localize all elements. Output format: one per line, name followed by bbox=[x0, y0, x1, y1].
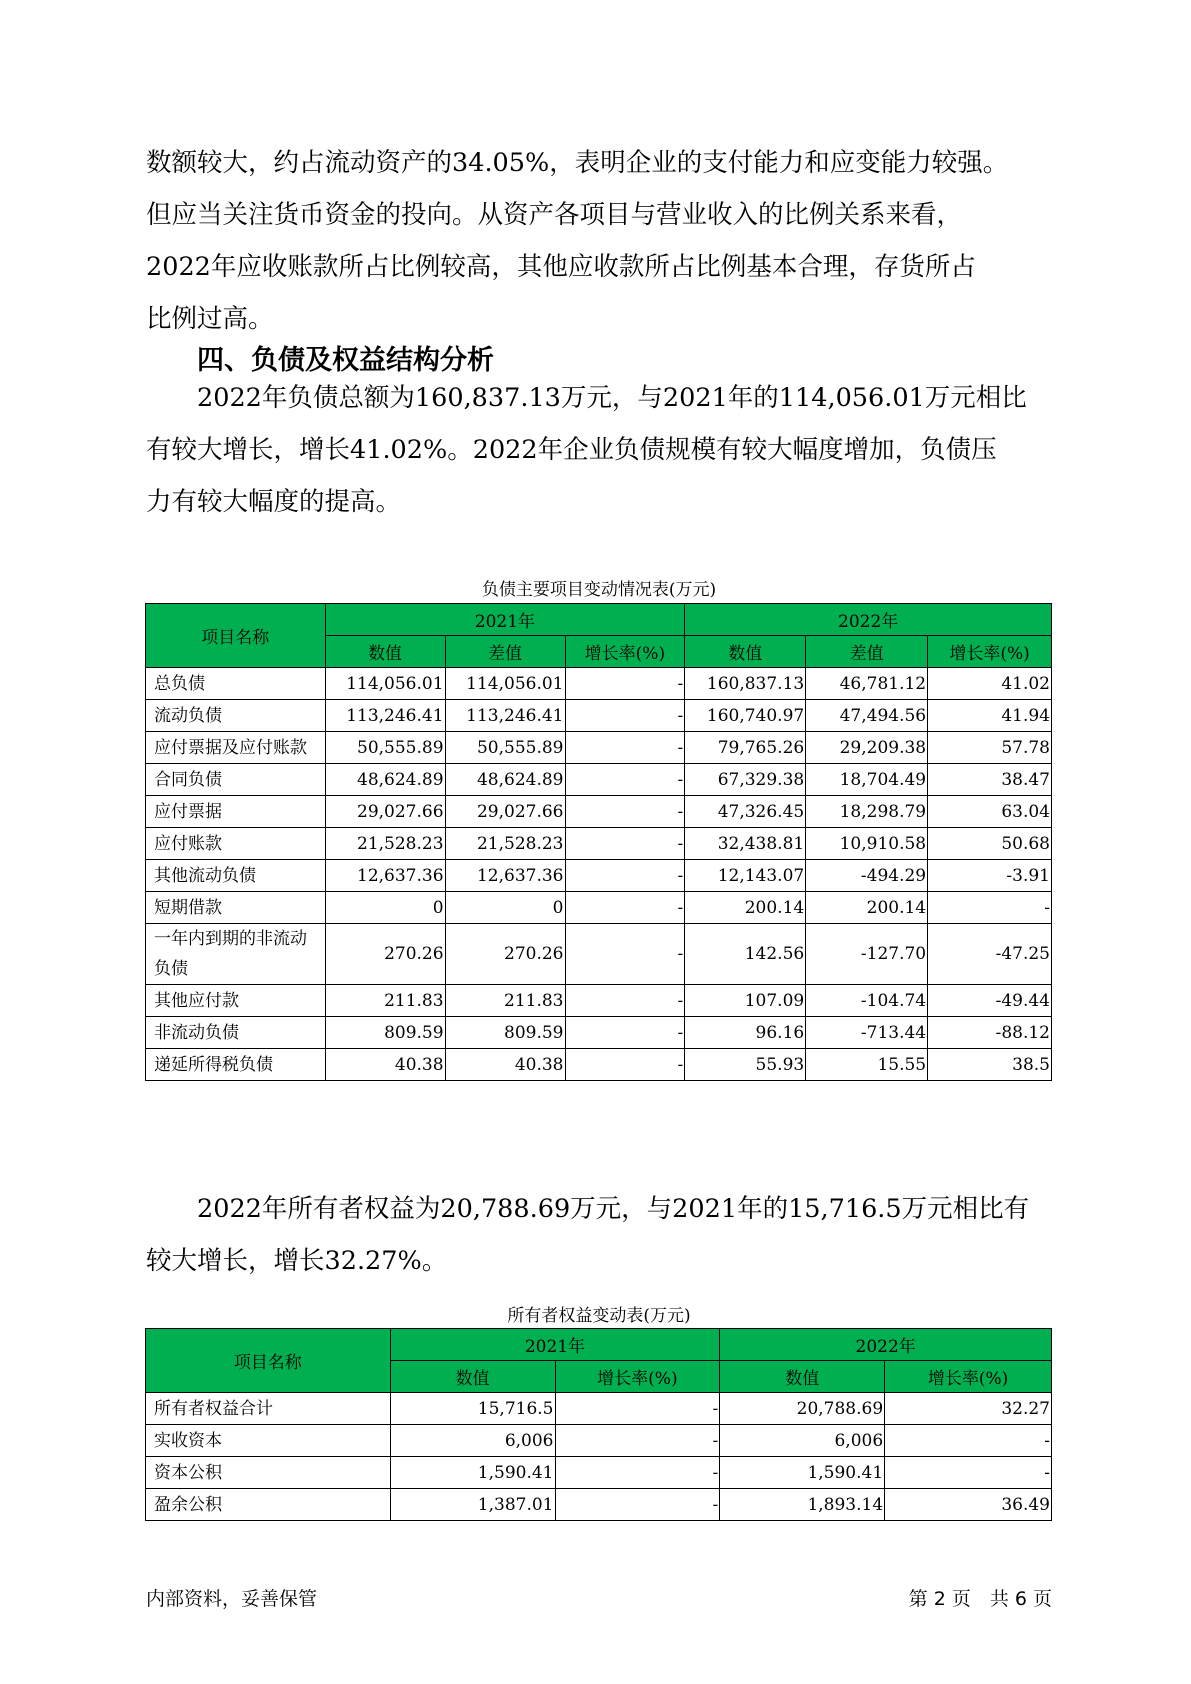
cell-r1: - bbox=[565, 828, 685, 860]
row-label: 实收资本 bbox=[146, 1425, 391, 1457]
table-row bbox=[146, 764, 1052, 796]
cell-d2: -127.70 bbox=[806, 924, 928, 985]
cell-v1: 1,590.41 bbox=[390, 1457, 555, 1489]
cell-v2: 20,788.69 bbox=[720, 1393, 885, 1425]
table2-caption: 所有者权益变动表(万元) bbox=[507, 1306, 691, 1326]
table-row bbox=[146, 700, 1052, 732]
cell-d2: 10,910.58 bbox=[806, 828, 928, 860]
liability-line: 2022年负债总额为160,837.13万元，与2021年的114,056.01万元相比 bbox=[197, 383, 1027, 413]
row-label: 盈余公积 bbox=[146, 1489, 391, 1521]
row-label: 应付票据 bbox=[146, 796, 326, 828]
intro-line: 数额较大，约占流动资产的34.05%，表明企业的支付能力和应变能力较强。 bbox=[146, 148, 1009, 178]
row-label: 总负债 bbox=[146, 668, 326, 700]
cell-v2: 160,837.13 bbox=[685, 668, 806, 700]
cell-d2: 46,781.12 bbox=[806, 668, 928, 700]
cell-v2: 32,438.81 bbox=[685, 828, 806, 860]
table1-caption: 负债主要项目变动情况表(万元) bbox=[481, 580, 717, 600]
cell-d2: 18,704.49 bbox=[806, 764, 928, 796]
row-label: 递延所得税负债 bbox=[146, 1049, 326, 1081]
cell-r1: - bbox=[565, 1049, 685, 1081]
subheader-value: 数值 bbox=[390, 1361, 555, 1393]
cell-r2: - bbox=[885, 1457, 1052, 1489]
cell-r1: - bbox=[565, 1017, 685, 1049]
cell-d2: 47,494.56 bbox=[806, 700, 928, 732]
row-label: 资本公积 bbox=[146, 1457, 391, 1489]
cell-r2: - bbox=[928, 892, 1052, 924]
table-row bbox=[146, 860, 1052, 892]
cell-d1: 48,624.89 bbox=[445, 764, 565, 796]
cell-v2: 12,143.07 bbox=[685, 860, 806, 892]
cell-r2: -49.44 bbox=[928, 985, 1052, 1017]
subheader-value: 数值 bbox=[325, 636, 445, 668]
cell-d1: 211.83 bbox=[445, 985, 565, 1017]
cell-r2: -88.12 bbox=[928, 1017, 1052, 1049]
table-row bbox=[146, 1457, 1052, 1489]
cell-r1: - bbox=[555, 1489, 720, 1521]
cell-d2: 15.55 bbox=[806, 1049, 928, 1081]
cell-v1: 114,056.01 bbox=[325, 668, 445, 700]
cell-v1: 211.83 bbox=[325, 985, 445, 1017]
cell-d1: 12,637.36 bbox=[445, 860, 565, 892]
cell-r2: -3.91 bbox=[928, 860, 1052, 892]
col-header-item-name: 项目名称 bbox=[146, 1329, 391, 1393]
cell-r1: - bbox=[555, 1393, 720, 1425]
cell-r2: 57.78 bbox=[928, 732, 1052, 764]
row-label: 所有者权益合计 bbox=[146, 1393, 391, 1425]
col-header-2021: 2021年 bbox=[325, 604, 685, 636]
cell-d1: 114,056.01 bbox=[445, 668, 565, 700]
cell-v1: 0 bbox=[325, 892, 445, 924]
cell-v1: 6,006 bbox=[390, 1425, 555, 1457]
equity-paragraph bbox=[146, 1183, 1052, 1287]
cell-v2: 1,893.14 bbox=[720, 1489, 885, 1521]
row-label: 短期借款 bbox=[146, 892, 326, 924]
cell-v2: 142.56 bbox=[685, 924, 806, 985]
cell-r1: - bbox=[565, 700, 685, 732]
table-row bbox=[146, 985, 1052, 1017]
intro-line: 2022年应收账款所占比例较高，其他应收款所占比例基本合理，存货所占 bbox=[146, 252, 976, 282]
col-header-item-name: 项目名称 bbox=[146, 604, 326, 668]
section-heading: 四、负债及权益结构分析 bbox=[197, 345, 494, 376]
subheader-rate: 增长率(%) bbox=[555, 1361, 720, 1393]
cell-v1: 15,716.5 bbox=[390, 1393, 555, 1425]
table-row bbox=[146, 1425, 1052, 1457]
table-row bbox=[146, 924, 1052, 985]
row-label: 非流动负债 bbox=[146, 1017, 326, 1049]
cell-r1: - bbox=[555, 1425, 720, 1457]
subheader-rate: 增长率(%) bbox=[928, 636, 1052, 668]
cell-r2: 50.68 bbox=[928, 828, 1052, 860]
cell-r2: - bbox=[885, 1425, 1052, 1457]
table-row bbox=[146, 1049, 1052, 1081]
table-row bbox=[146, 1489, 1052, 1521]
footer-page-number: 第 2 页 共 6 页 bbox=[908, 1588, 1052, 1610]
cell-v2: 55.93 bbox=[685, 1049, 806, 1081]
cell-d1: 0 bbox=[445, 892, 565, 924]
cell-r1: - bbox=[565, 892, 685, 924]
table-row bbox=[146, 892, 1052, 924]
cell-v1: 1,387.01 bbox=[390, 1489, 555, 1521]
col-header-2022: 2022年 bbox=[685, 604, 1052, 636]
table-row bbox=[146, 1017, 1052, 1049]
table-row bbox=[146, 796, 1052, 828]
cell-r1: - bbox=[555, 1457, 720, 1489]
cell-v1: 113,246.41 bbox=[325, 700, 445, 732]
cell-d2: 29,209.38 bbox=[806, 732, 928, 764]
cell-d1: 809.59 bbox=[445, 1017, 565, 1049]
row-label: 其他流动负债 bbox=[146, 860, 326, 892]
cell-v2: 47,326.45 bbox=[685, 796, 806, 828]
cell-d1: 40.38 bbox=[445, 1049, 565, 1081]
subheader-value: 数值 bbox=[685, 636, 806, 668]
cell-v2: 1,590.41 bbox=[720, 1457, 885, 1489]
cell-r1: - bbox=[565, 764, 685, 796]
cell-v1: 12,637.36 bbox=[325, 860, 445, 892]
cell-d1: 50,555.89 bbox=[445, 732, 565, 764]
table-row bbox=[146, 668, 1052, 700]
liability-table bbox=[145, 603, 1052, 1081]
table-row bbox=[146, 828, 1052, 860]
cell-v2: 6,006 bbox=[720, 1425, 885, 1457]
cell-d1: 113,246.41 bbox=[445, 700, 565, 732]
cell-v2: 200.14 bbox=[685, 892, 806, 924]
cell-r1: - bbox=[565, 732, 685, 764]
equity-table bbox=[145, 1328, 1052, 1521]
equity-line: 较大增长，增长32.27%。 bbox=[146, 1246, 448, 1276]
liability-line: 有较大增长，增长41.02%。2022年企业负债规模有较大幅度增加，负债压 bbox=[146, 435, 997, 465]
cell-v2: 96.16 bbox=[685, 1017, 806, 1049]
cell-v1: 40.38 bbox=[325, 1049, 445, 1081]
cell-d2: -494.29 bbox=[806, 860, 928, 892]
row-label: 流动负债 bbox=[146, 700, 326, 732]
cell-v2: 67,329.38 bbox=[685, 764, 806, 796]
cell-r2: 41.02 bbox=[928, 668, 1052, 700]
row-label: 合同负债 bbox=[146, 764, 326, 796]
footer-confidential: 内部资料，妥善保管 bbox=[146, 1588, 318, 1610]
cell-v1: 21,528.23 bbox=[325, 828, 445, 860]
cell-r2: 38.5 bbox=[928, 1049, 1052, 1081]
cell-r1: - bbox=[565, 924, 685, 985]
cell-r2: 36.49 bbox=[885, 1489, 1052, 1521]
subheader-diff: 差值 bbox=[806, 636, 928, 668]
cell-r2: -47.25 bbox=[928, 924, 1052, 985]
cell-r1: - bbox=[565, 985, 685, 1017]
intro-line: 但应当关注货币资金的投向。从资产各项目与营业收入的比例关系来看， bbox=[146, 200, 963, 230]
row-label: 一年内到期的非流动负债 bbox=[146, 924, 326, 985]
table-row bbox=[146, 1393, 1052, 1425]
cell-r1: - bbox=[565, 668, 685, 700]
intro-line: 比例过高。 bbox=[146, 304, 274, 334]
cell-v1: 50,555.89 bbox=[325, 732, 445, 764]
row-label: 其他应付款 bbox=[146, 985, 326, 1017]
cell-r1: - bbox=[565, 860, 685, 892]
liability-line: 力有较大幅度的提高。 bbox=[146, 487, 402, 517]
intro-paragraph bbox=[146, 137, 1052, 345]
col-header-2022: 2022年 bbox=[720, 1329, 1052, 1361]
subheader-diff: 差值 bbox=[445, 636, 565, 668]
cell-d1: 29,027.66 bbox=[445, 796, 565, 828]
subheader-rate: 增长率(%) bbox=[565, 636, 685, 668]
cell-r2: 41.94 bbox=[928, 700, 1052, 732]
cell-r2: 32.27 bbox=[885, 1393, 1052, 1425]
cell-d2: -104.74 bbox=[806, 985, 928, 1017]
cell-d1: 21,528.23 bbox=[445, 828, 565, 860]
cell-v1: 270.26 bbox=[325, 924, 445, 985]
cell-r2: 38.47 bbox=[928, 764, 1052, 796]
cell-d1: 270.26 bbox=[445, 924, 565, 985]
subheader-value: 数值 bbox=[720, 1361, 885, 1393]
row-label: 应付账款 bbox=[146, 828, 326, 860]
cell-d2: 18,298.79 bbox=[806, 796, 928, 828]
table-row bbox=[146, 732, 1052, 764]
cell-v2: 107.09 bbox=[685, 985, 806, 1017]
cell-r1: - bbox=[565, 796, 685, 828]
liability-paragraph bbox=[146, 372, 1052, 528]
row-label: 应付票据及应付账款 bbox=[146, 732, 326, 764]
cell-d2: -713.44 bbox=[806, 1017, 928, 1049]
cell-d2: 200.14 bbox=[806, 892, 928, 924]
cell-v2: 160,740.97 bbox=[685, 700, 806, 732]
equity-line: 2022年所有者权益为20,788.69万元，与2021年的15,716.5万元相比有 bbox=[197, 1194, 1030, 1224]
cell-r2: 63.04 bbox=[928, 796, 1052, 828]
cell-v2: 79,765.26 bbox=[685, 732, 806, 764]
cell-v1: 29,027.66 bbox=[325, 796, 445, 828]
cell-v1: 48,624.89 bbox=[325, 764, 445, 796]
subheader-rate: 增长率(%) bbox=[885, 1361, 1052, 1393]
cell-v1: 809.59 bbox=[325, 1017, 445, 1049]
col-header-2021: 2021年 bbox=[390, 1329, 720, 1361]
